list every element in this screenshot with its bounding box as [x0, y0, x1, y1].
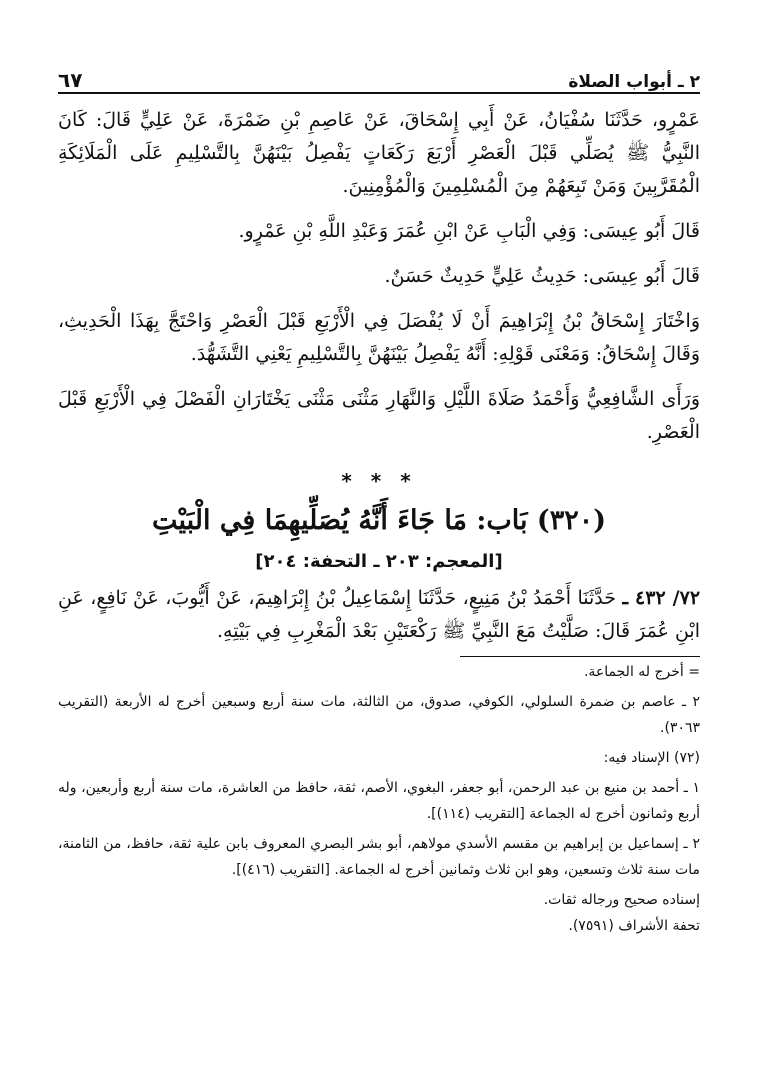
footnote-2: ٢ ـ عاصم بن ضمرة السلولي، الكوفي، صدوق، من الثالثة، مات سنة أربع وسبعين أخرج له الأربعة (التقريب ٣٠٦٣).: [58, 694, 700, 736]
footnote-3: (٧٢) الإسناد فيه:: [603, 750, 700, 766]
footnote-1: = أخرج له الجماعة.: [583, 664, 700, 680]
body-paragraph-5: وَرَأَى الشَّافِعِيُّ وَأَحْمَدُ صَلَاةَ اللَّيْلِ وَالنَّهَارِ مَثْنَى مَثْنَى يَخْتَارَانِ الْفَصْلَ فِي الْأَرْبَعِ قَبْلَ الْعَصْرِ.: [58, 388, 700, 443]
section-title: ٢ ـ أبواب الصلاة: [568, 72, 700, 92]
footnote-7: تحفة الأشراف (٧٥٩١).: [568, 918, 700, 934]
page: [58, 58, 700, 939]
footnotes: [58, 659, 700, 939]
footnote-6: إسناده صحيح ورجاله ثقات.: [543, 892, 700, 908]
body-paragraph-3: قَالَ أَبُو عِيسَى: حَدِيثُ عَلِيٍّ حَدِيثٌ حَسَنٌ.: [384, 265, 700, 287]
section-separator: * * *: [341, 469, 417, 493]
hadith-text: حَدَّثَنَا أَحْمَدُ بْنُ مَنِيعٍ، حَدَّثَنَا إِسْمَاعِيلُ بْنُ إِبْرَاهِيمَ، عَنْ أَيُّوبَ، عَنْ نَافِعٍ، عَنِ ابْنِ عُمَرَ قَالَ: صَلَّيْتُ مَعَ النَّبِيِّ ﷺ رَكْعَتَيْنِ بَعْدَ الْمَغْرِبِ فِي بَيْتِهِ.: [58, 587, 700, 642]
footnote-divider: [460, 656, 700, 657]
hadith-paragraph: [58, 582, 700, 648]
page-header: [58, 58, 700, 94]
chapter-reference: [المعجم: ٢٠٣ ـ التحفة: ٢٠٤]: [255, 551, 503, 572]
body-paragraph-1: عَمْرٍو، حَدَّثَنَا سُفْيَانُ، عَنْ أَبِي إِسْحَاقَ، عَنْ عَاصِمِ بْنِ ضَمْرَةَ، عَنْ عَلِيٍّ قَالَ: كَانَ النَّبِيُّ ﷺ يُصَلِّي قَبْلَ الْعَصْرِ أَرْبَعَ رَكَعَاتٍ يَفْصِلُ بَيْنَهُنَّ بِالتَّسْلِيمِ عَلَى الْمَلَائِكَةِ الْمُقَرَّبِينَ وَمَنْ تَبِعَهُمْ مِنَ الْمُسْلِمِينَ وَالْمُؤْمِنِينَ.: [58, 109, 700, 197]
footnote-5: ٢ ـ إسماعيل بن إبراهيم بن مقسم الأسدي مولاهم، أبو بشر البصري المعروف بابن علية ثقة، حافظ، من الثامنة، مات سنة ثلاث وتسعين، وهو ابن ثلاث وثمانين أخرج له الجماعة. [التقريب (٤١٦)].: [58, 836, 700, 878]
footnote-4: ١ ـ أحمد بن منيع بن عبد الرحمن، أبو جعفر، البغوي، الأصم، ثقة، حافظ من العاشرة، مات سنة أربع وأربعين، وله أربع وثمانون أخرج له الجماعة [التقريب (١١٤)].: [58, 780, 700, 822]
body-paragraph-2: قَالَ أَبُو عِيسَى: وَفِي الْبَابِ عَنْ ابْنِ عُمَرَ وَعَبْدِ اللَّهِ بْنِ عَمْرٍو.: [238, 220, 700, 242]
hadith-number: ٧٢/ ٤٣٢ ـ: [622, 587, 701, 609]
page-number: ٦٧: [58, 68, 83, 92]
chapter-title: (٣٢٠) بَاب: مَا جَاءَ أَنَّهُ يُصَلِّيهِمَا فِي الْبَيْتِ: [151, 505, 607, 536]
body-paragraph-4: وَاخْتَارَ إِسْحَاقُ بْنُ إِبْرَاهِيمَ أَنْ لَا يُفْصَلَ فِي الْأَرْبَعِ قَبْلَ الْعَصْرِ وَاحْتَجَّ بِهَذَا الْحَدِيثِ، وَقَالَ إِسْحَاقُ: وَمَعْنَى قَوْلِهِ: أَنَّهُ يَفْصِلُ بَيْنَهُنَّ بِالتَّسْلِيمِ يَعْنِي التَّشَهُّدَ.: [58, 310, 700, 365]
